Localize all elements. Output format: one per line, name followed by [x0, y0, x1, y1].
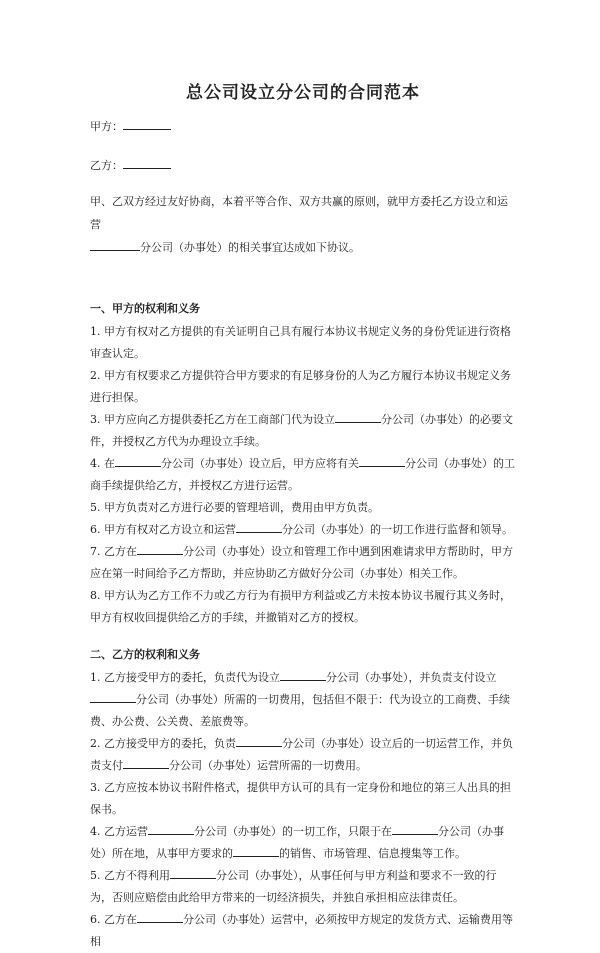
party-a-blank: [123, 118, 171, 130]
clause-2-2-blank-2: [123, 757, 169, 769]
clause-2-5: [90, 865, 516, 909]
clause-1-3-text-a: 3. 甲方应向乙方提供委托乙方在工商部门代为设立: [90, 413, 335, 426]
clause-2-5-text-a: 5. 乙方不得利用: [90, 869, 170, 882]
party-a-line: [90, 118, 516, 135]
clause-2-2-blank-1: [236, 735, 282, 747]
section-1-title: 一、甲方的权利和义务: [90, 302, 200, 315]
section-2-clauses: [90, 667, 516, 953]
clause-1-5: 5. 甲方负责对乙方进行必要的管理培训，费用由甲方负责。: [90, 501, 379, 514]
clause-2-4-text-c: 分公司（办事处）所在地，从事甲方要求的: [90, 825, 504, 860]
section-1-clauses: [90, 321, 516, 629]
clause-1-7-text-a: 7. 乙方在: [90, 545, 137, 558]
clause-1-7: [90, 541, 516, 585]
clause-2-1-blank-2: [90, 691, 136, 703]
clause-2-6-text-b: 分公司（办事处）运营中，必须按甲方规定的发货方式、运输费用等相: [90, 913, 513, 948]
clause-1-4-blank-1: [115, 455, 161, 467]
clause-1-6-text-b: 分公司（办事处）的一切工作进行监督和领导。: [282, 523, 513, 536]
clause-1-4-text-a: 4. 在: [90, 457, 115, 470]
party-a-label: 甲方：: [90, 120, 123, 133]
clause-1-4-blank-2: [359, 455, 405, 467]
clause-2-1-text-b: 分公司（办事处），并负责支付设立: [326, 671, 497, 684]
intro-text-1: 甲、乙双方经过友好协商，本着平等合作、双方共赢的原则，就甲方委托乙方设立和运营: [90, 195, 508, 231]
party-b-blank: [123, 157, 171, 169]
clause-1-3-text-b: 分公司（办事处）的必要文件，并授权乙方代为办理设立手续。: [90, 413, 513, 448]
clause-1-3-blank: [335, 411, 381, 423]
clause-2-4-text-a: 4. 乙方运营: [90, 825, 148, 838]
clause-2-6-blank: [137, 911, 183, 923]
clause-1-4: [90, 453, 516, 497]
intro-text-2: 分公司（办事处）的相关事宜达成如下协议。: [140, 241, 360, 254]
clause-1-6-blank: [236, 521, 282, 533]
clause-2-2: [90, 733, 516, 777]
clause-2-2-text-c: 分公司（办事处）运营所需的一切费用。: [169, 759, 367, 772]
clause-1-7-blank: [137, 543, 183, 555]
clause-2-2-text-b: 分公司（办事处）设立后的一切运营工作，并负责支付: [90, 737, 513, 772]
clause-2-2-text-a: 2. 乙方接受甲方的委托，负责: [90, 737, 236, 750]
clause-2-4-blank-2: [392, 823, 438, 835]
clause-1-7-text-b: 分公司（办事处）设立和管理工作中遇到困难请求甲方帮助时，甲方应在第一时间给予乙方帮助，并应协助乙方做好分公司（办事处）相关工作。: [90, 545, 513, 580]
intro-blank: [90, 239, 140, 251]
intro-paragraph: [90, 190, 516, 259]
clause-2-3: 3. 乙方应按本协议书附件格式，提供甲方认可的具有一定身份和地位的第三人出具的担保书。: [90, 781, 511, 816]
clause-2-1-text-c: 分公司（办事处）所需的一切费用，包括但不限于：代为设立的工商费、手续费、办公费、公关费、差旅费等。: [90, 693, 510, 728]
clause-1-6: [90, 519, 516, 541]
clause-2-5-blank: [170, 867, 216, 879]
clause-2-4-blank-3: [233, 845, 279, 857]
clause-2-1: [90, 667, 516, 733]
clause-2-4-text-d: 的销售、市场管理、信息搜集等工作。: [279, 847, 466, 860]
section-2-title: 二、乙方的权利和义务: [90, 648, 200, 661]
clause-1-1: 1. 甲方有权对乙方提供的有关证明自己具有履行本协议书规定义务的身份凭证进行资格审查认定。: [90, 325, 511, 360]
clause-2-6-text-a: 6. 乙方在: [90, 913, 137, 926]
clause-2-4: [90, 821, 516, 865]
clause-1-8: 8. 甲方认为乙方工作不力或乙方行为有损甲方利益或乙方未按本协议书履行其义务时，甲方有权收回提供给乙方的手续，并撤销对乙方的授权。: [90, 589, 511, 624]
clause-2-4-blank-1: [148, 823, 194, 835]
clause-1-3: [90, 409, 516, 453]
clause-1-6-text-a: 6. 甲方有权对乙方设立和运营: [90, 523, 236, 536]
party-b-label: 乙方：: [90, 159, 123, 172]
party-b-line: [90, 157, 516, 174]
document-title: 总公司设立分公司的合同范本: [186, 83, 420, 103]
clause-2-5-text-b: 分公司（办事处），从事任何与甲方利益和要求不一致的行为，否则应赔偿由此给甲方带来的一切经济损失，并独自承担相应法律责任。: [90, 869, 497, 904]
clause-2-1-text-a: 1. 乙方接受甲方的委托，负责代为设立: [90, 671, 280, 684]
clause-1-4-text-c: 分公司（办事处）的工商手续提供给乙方，并授权乙方进行运营。: [90, 457, 515, 492]
clause-2-6: [90, 909, 516, 953]
clause-1-2: 2. 甲方有权要求乙方提供符合甲方要求的有足够身份的人为乙方履行本协议书规定义务进行担保。: [90, 369, 511, 404]
clause-1-4-text-b: 分公司（办事处）设立后，甲方应将有关: [161, 457, 359, 470]
clause-2-1-blank-1: [280, 669, 326, 681]
clause-2-4-text-b: 分公司（办事处）的一切工作，只限于在: [194, 825, 392, 838]
